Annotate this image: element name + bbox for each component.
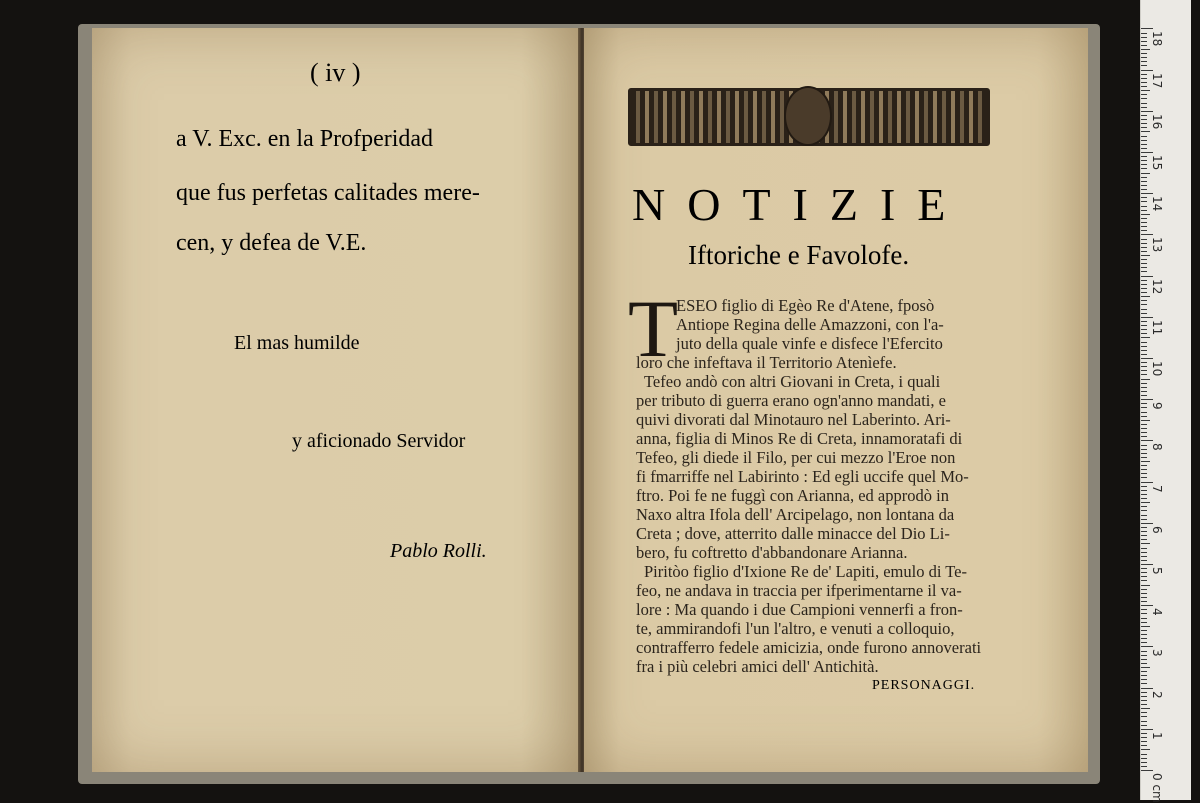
text-line: ESEO figlio di Egèo Re d'Atene, fposò (676, 296, 935, 315)
ruler-label: 10 (1150, 361, 1164, 377)
ruler-minor-tick (1141, 758, 1147, 759)
measuring-ruler (1140, 0, 1191, 803)
ruler-minor-tick (1141, 766, 1147, 767)
text-line: Antiope Regina delle Amazzoni, con l'a- (676, 315, 944, 334)
drop-cap: T (628, 283, 679, 374)
ruler-minor-tick (1141, 61, 1147, 62)
ruler-minor-tick (1141, 65, 1147, 66)
ruler-minor-tick (1141, 148, 1147, 149)
ruler-minor-tick (1141, 486, 1147, 487)
ruler-label: 0 cm (1150, 773, 1164, 803)
ruler-minor-tick (1141, 346, 1147, 347)
text-line: fi fmarriffe nel Labirinto : Ed egli uccife quel Mo- (636, 467, 969, 486)
ruler-minor-tick (1141, 490, 1147, 491)
ruler-tick (1141, 688, 1153, 689)
ruler-minor-tick (1141, 127, 1147, 128)
ruler-minor-tick (1141, 424, 1147, 425)
ruler-minor-tick (1141, 98, 1147, 99)
ruler-minor-tick (1141, 173, 1150, 174)
ruler-minor-tick (1141, 704, 1147, 705)
ruler-tick (1141, 234, 1153, 235)
dedication-line-2: que fus perfetas calitades mere- (176, 180, 480, 206)
ruler-minor-tick (1141, 651, 1147, 652)
page-subtitle: Iftoriche e Favolofe. (688, 240, 910, 270)
ruler-minor-tick (1141, 568, 1147, 569)
ruler-minor-tick (1141, 692, 1147, 693)
ruler-minor-tick (1141, 556, 1147, 557)
ruler-minor-tick (1141, 33, 1147, 34)
ruler-label: 14 (1150, 196, 1164, 212)
ruler-tick (1141, 358, 1153, 359)
ruler-minor-tick (1141, 585, 1150, 586)
ruler-tick (1141, 729, 1153, 730)
ruler-minor-tick (1141, 663, 1147, 664)
ruler-minor-tick (1141, 45, 1147, 46)
ruler-minor-tick (1141, 362, 1147, 363)
ruler-label: 7 (1150, 484, 1164, 493)
ruler-minor-tick (1141, 749, 1150, 750)
ruler-minor-tick (1141, 395, 1147, 396)
ruler-tick (1141, 440, 1153, 441)
ruler-minor-tick (1141, 37, 1147, 38)
ruler-minor-tick (1141, 288, 1147, 289)
ruler-minor-tick (1141, 387, 1147, 388)
text-line: lore : Ma quando i due Campioni vennerfi a fron- (636, 600, 963, 619)
text-line: anna, figlia di Minos Re di Creta, innamoratafi di (636, 429, 963, 448)
ruler-minor-tick (1141, 502, 1150, 503)
ruler-minor-tick (1141, 189, 1147, 190)
ruler-minor-tick (1141, 754, 1147, 755)
ruler-minor-tick (1141, 342, 1147, 343)
ruler-minor-tick (1141, 733, 1147, 734)
ruler-minor-tick (1141, 453, 1147, 454)
ruler-minor-tick (1141, 197, 1147, 198)
ruler-minor-tick (1141, 737, 1147, 738)
ruler-minor-tick (1141, 354, 1147, 355)
ruler-minor-tick (1141, 210, 1147, 211)
ruler-tick (1141, 399, 1153, 400)
ruler-minor-tick (1141, 292, 1147, 293)
ruler-minor-tick (1141, 515, 1147, 516)
ruler-minor-tick (1141, 477, 1147, 478)
ruler-minor-tick (1141, 267, 1147, 268)
ruler-minor-tick (1141, 337, 1150, 338)
ruler-label: 17 (1150, 72, 1164, 88)
ruler-tick (1141, 770, 1153, 771)
ruler-minor-tick (1141, 552, 1147, 553)
ruler-label: 8 (1150, 443, 1164, 452)
ruler-minor-tick (1141, 391, 1147, 392)
dedication-line-1: a V. Exc. en la Profperidad (176, 126, 434, 152)
ruler-minor-tick (1141, 49, 1150, 50)
ruler-minor-tick (1141, 432, 1147, 433)
ruler-label: 15 (1150, 155, 1164, 171)
ruler-minor-tick (1141, 416, 1147, 417)
ruler-minor-tick (1141, 136, 1147, 137)
ruler-minor-tick (1141, 712, 1147, 713)
ruler-minor-tick (1141, 721, 1147, 722)
ruler-minor-tick (1141, 716, 1147, 717)
ruler-minor-tick (1141, 745, 1147, 746)
ruler-minor-tick (1141, 708, 1150, 709)
ruler-label: 16 (1150, 113, 1164, 130)
closing-line-2: y aficionado Servidor (292, 430, 466, 452)
ruler-label: 4 (1150, 608, 1164, 616)
text-line: per tributo di guerra erano ogn'anno mandati, e (636, 391, 946, 410)
text-line: Tefeo, gli diede il Filo, per cui mezzo l'Eroe non (636, 448, 956, 467)
text-line: bero, fu coftretto d'abbandonare Arianna. (636, 543, 908, 562)
text-line: contrafferro fedele amicizia, onde furono annoverati (636, 638, 982, 657)
ruler-minor-tick (1141, 543, 1150, 544)
ruler-minor-tick (1141, 177, 1147, 178)
ruler-label: 9 (1150, 402, 1164, 410)
ruler-minor-tick (1141, 683, 1147, 684)
ruler-minor-tick (1141, 679, 1147, 680)
ruler-minor-tick (1141, 255, 1150, 256)
ruler-minor-tick (1141, 725, 1147, 726)
ruler-minor-tick (1141, 634, 1147, 635)
catchword: PERSONAGGI. (872, 678, 976, 693)
ruler-minor-tick (1141, 107, 1147, 108)
page-title: NOTIZIE (632, 179, 968, 230)
ruler-minor-tick (1141, 383, 1147, 384)
ruler-tick (1141, 482, 1153, 483)
ruler-minor-tick (1141, 638, 1147, 639)
ruler-minor-tick (1141, 548, 1147, 549)
ruler-minor-tick (1141, 675, 1147, 676)
ruler-minor-tick (1141, 597, 1147, 598)
ruler-minor-tick (1141, 741, 1147, 742)
ruler-minor-tick (1141, 321, 1147, 322)
ruler-minor-tick (1141, 201, 1147, 202)
ornament-cherub (784, 86, 832, 146)
ruler-minor-tick (1141, 655, 1147, 656)
ruler-minor-tick (1141, 300, 1147, 301)
ruler-label: 5 (1150, 567, 1164, 575)
ruler-minor-tick (1141, 78, 1147, 79)
ruler-minor-tick (1141, 74, 1147, 75)
ruler-minor-tick (1141, 271, 1147, 272)
ruler-minor-tick (1141, 53, 1147, 54)
ruler-minor-tick (1141, 218, 1147, 219)
text-line: fra i più celebri amici dell' Antichità. (636, 657, 879, 676)
ruler-minor-tick (1141, 445, 1147, 446)
ruler-minor-tick (1141, 412, 1147, 413)
ruler-minor-tick (1141, 576, 1147, 577)
dedication-line-3: cen, y defea de V.E. (176, 230, 367, 256)
ruler-minor-tick (1141, 333, 1147, 334)
ruler-minor-tick (1141, 461, 1150, 462)
ruler-minor-tick (1141, 94, 1147, 95)
ruler-minor-tick (1141, 144, 1147, 145)
ruler-minor-tick (1141, 123, 1147, 124)
ruler-tick (1141, 70, 1153, 71)
text-line: te, ammirandofi l'un l'altro, e venuti a colloquio, (636, 619, 955, 638)
ruler-minor-tick (1141, 119, 1147, 120)
ruler-minor-tick (1141, 498, 1147, 499)
ruler-tick (1141, 317, 1153, 318)
ruler-minor-tick (1141, 140, 1147, 141)
ruler-minor-tick (1141, 82, 1147, 83)
ruler-label: 6 (1150, 525, 1164, 534)
ruler-minor-tick (1141, 259, 1147, 260)
ruler-minor-tick (1141, 206, 1147, 207)
ruler-minor-tick (1141, 156, 1147, 157)
text-line: Tefeo andò con altri Giovani in Creta, i quali (644, 372, 941, 391)
ruler-tick (1141, 152, 1153, 153)
ruler-minor-tick (1141, 41, 1147, 42)
ruler-minor-tick (1141, 379, 1150, 380)
ruler-minor-tick (1141, 601, 1147, 602)
ruler-minor-tick (1141, 185, 1147, 186)
ruler-minor-tick (1141, 230, 1147, 231)
ruler-minor-tick (1141, 57, 1147, 58)
text-line: ftro. Poi fe ne fuggì con Arianna, ed approdò in (636, 486, 949, 505)
ruler-minor-tick (1141, 519, 1147, 520)
ruler-minor-tick (1141, 449, 1147, 450)
ruler-label: 3 (1150, 649, 1164, 658)
ruler-minor-tick (1141, 436, 1147, 437)
ruler-minor-tick (1141, 131, 1150, 132)
text-line: Piritòo figlio d'Ixione Re de' Lapiti, emulo di Te- (644, 562, 967, 581)
ruler-minor-tick (1141, 160, 1147, 161)
ruler-minor-tick (1141, 572, 1147, 573)
ruler-minor-tick (1141, 622, 1147, 623)
ruler-minor-tick (1141, 103, 1147, 104)
ruler-minor-tick (1141, 642, 1147, 643)
ruler-label: 13 (1150, 237, 1164, 253)
ruler-minor-tick (1141, 247, 1147, 248)
ruler-tick (1141, 564, 1153, 565)
ruler-minor-tick (1141, 251, 1147, 252)
ruler-minor-tick (1141, 296, 1150, 297)
ruler-minor-tick (1141, 284, 1147, 285)
ruler-minor-tick (1141, 539, 1147, 540)
ruler-minor-tick (1141, 350, 1147, 351)
ruler-minor-tick (1141, 263, 1147, 264)
ruler-tick (1141, 111, 1153, 112)
text-line: loro che infeftava il Territorio Atenìefe. (636, 353, 897, 372)
ruler-minor-tick (1141, 403, 1147, 404)
ruler-minor-tick (1141, 214, 1150, 215)
ruler-minor-tick (1141, 226, 1147, 227)
ruler-minor-tick (1141, 86, 1147, 87)
ruler-minor-tick (1141, 510, 1147, 511)
ruler-minor-tick (1141, 762, 1147, 763)
ruler-minor-tick (1141, 115, 1147, 116)
ruler-minor-tick (1141, 407, 1147, 408)
ruler-minor-tick (1141, 420, 1150, 421)
text-line: feo, ne andava in traccia per ifperimentarne il va- (636, 581, 962, 600)
ruler-minor-tick (1141, 243, 1147, 244)
ruler-minor-tick (1141, 630, 1147, 631)
ruler-label: 11 (1150, 319, 1164, 336)
ruler-label: 18 (1150, 31, 1164, 47)
ruler-minor-tick (1141, 589, 1147, 590)
ruler-minor-tick (1141, 667, 1150, 668)
ruler-tick (1141, 646, 1153, 647)
ruler-minor-tick (1141, 626, 1150, 627)
ruler-label: 12 (1150, 278, 1164, 294)
ruler-minor-tick (1141, 469, 1147, 470)
ruler-tick (1141, 523, 1153, 524)
ruler-minor-tick (1141, 535, 1147, 536)
ruler-minor-tick (1141, 580, 1147, 581)
ruler-tick (1141, 276, 1153, 277)
ruler-minor-tick (1141, 164, 1147, 165)
ruler-minor-tick (1141, 280, 1147, 281)
ruler-minor-tick (1141, 527, 1147, 528)
ruler-tick (1141, 28, 1153, 29)
ruler-minor-tick (1141, 494, 1147, 495)
ruler-tick (1141, 605, 1153, 606)
ruler-minor-tick (1141, 329, 1147, 330)
ruler-minor-tick (1141, 181, 1147, 182)
ruler-minor-tick (1141, 613, 1147, 614)
ruler-minor-tick (1141, 473, 1147, 474)
text-line: Creta ; dove, atterrito dalle minacce del Dio Li- (636, 524, 950, 543)
ruler-minor-tick (1141, 531, 1147, 532)
ruler-minor-tick (1141, 366, 1147, 367)
ruler-minor-tick (1141, 696, 1147, 697)
ruler-minor-tick (1141, 370, 1147, 371)
ruler-minor-tick (1141, 618, 1147, 619)
text-line: juto della quale vinfe e disfece l'Efercito (676, 334, 943, 353)
ruler-minor-tick (1141, 428, 1147, 429)
page-number: ( iv ) (310, 58, 361, 87)
ruler-label: 1 (1150, 731, 1164, 740)
closing-line-1: El mas humilde (234, 332, 360, 354)
ruler-minor-tick (1141, 90, 1150, 91)
ruler-minor-tick (1141, 506, 1147, 507)
text-line: quivi divorati dal Minotauro nel Laberinto. Ari- (636, 410, 951, 429)
ruler-minor-tick (1141, 313, 1147, 314)
ruler-minor-tick (1141, 593, 1147, 594)
ruler-minor-tick (1141, 560, 1147, 561)
signature: Pablo Rolli. (390, 540, 487, 562)
ruler-minor-tick (1141, 374, 1147, 375)
ruler-minor-tick (1141, 222, 1147, 223)
ruler-minor-tick (1141, 168, 1147, 169)
ruler-minor-tick (1141, 659, 1147, 660)
ruler-label: 2 (1150, 690, 1164, 699)
ruler-tick (1141, 193, 1153, 194)
text-line: Naxo altra Ifola dell' Arcipelago, non lontana da (636, 505, 955, 524)
ruler-minor-tick (1141, 304, 1147, 305)
ruler-minor-tick (1141, 239, 1147, 240)
ruler-minor-tick (1141, 325, 1147, 326)
ruler-minor-tick (1141, 700, 1147, 701)
ruler-minor-tick (1141, 309, 1147, 310)
ruler-minor-tick (1141, 465, 1147, 466)
ruler-minor-tick (1141, 671, 1147, 672)
ruler-minor-tick (1141, 609, 1147, 610)
ruler-minor-tick (1141, 457, 1147, 458)
